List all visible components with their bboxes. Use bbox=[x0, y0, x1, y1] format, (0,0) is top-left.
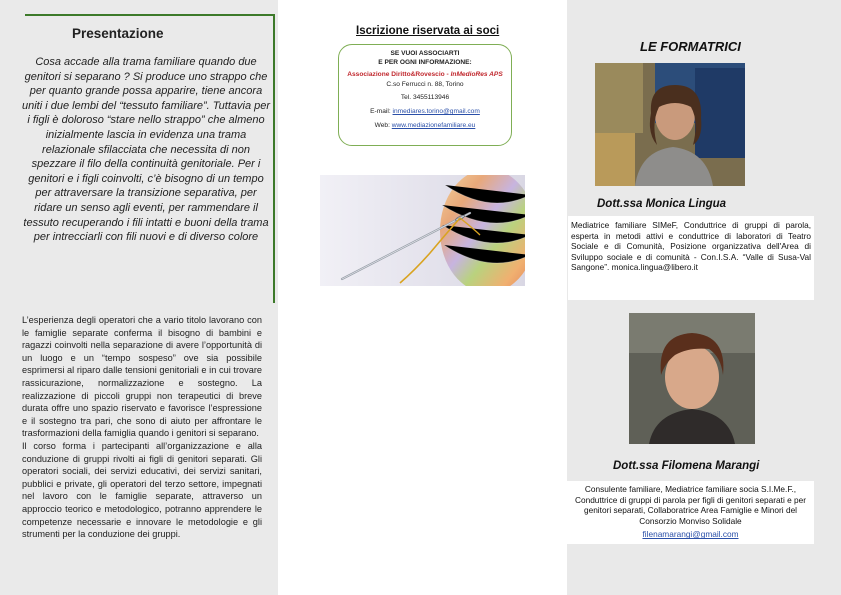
body-paragraph-2: Il corso forma i partecipanti all’organizzazione e alla conduzione di gruppi rivolti ai figli di genitori separati. Gli operatori sociali, dei servizi educativi, dei servizi sanitari, pubblici e private, gli operatori del terzo settore, impegnati nel lavoro con le famiglie separate, attraverso un approccio teorico e metodologico, potranno apprendere le competenze necessarie e innovare le metodologie e gli strumenti per la conduzione dei gruppi. bbox=[22, 440, 262, 540]
association-address: C.so Ferrucci n. 88, Torino bbox=[386, 80, 464, 88]
presentation-body bbox=[22, 314, 262, 541]
trainer1-photo bbox=[595, 63, 745, 186]
trainer2-description-text: Consulente familiare, Mediatrice familiare socia S.I.Me.F., Conduttrice di gruppi di parola per figli di genitori separati e per genitori separati, Collaboratrice Area Famiglie e Minori del Consorzio Monviso Solidale bbox=[574, 484, 807, 526]
body-paragraph-1: L’esperienza degli operatori che a vario titolo lavorano con le famiglie separate conferma il bisogno di bambini e ragazzi coinvolti nella separazione di avere l’opportunità di un luogo e un “tempo sospeso” ove sia possibile esprimersi al riparo dalle tensioni genitoriali e in cui trovare rassicurazione, normalizzazione e sostegno. La realizzazione di piccoli gruppi non terapeutici di breve durata offre uno spazio riservato e favorisce l’espressione e il sostegno tra pari, che sono di aiuto per affrontare le trasformazioni della famiglia quando i genitori si separano. bbox=[22, 315, 262, 439]
left-panel bbox=[0, 0, 278, 595]
contact-info-box bbox=[338, 44, 512, 146]
registration-title: Iscrizione riservata ai soci bbox=[356, 25, 500, 37]
trainer2-description bbox=[567, 481, 814, 544]
email-link[interactable]: inmediares.torino@gmail.com bbox=[392, 107, 480, 115]
needle-thread-image bbox=[320, 175, 525, 286]
presentation-intro: Cosa accade alla trama familiare quando due genitori si separano ? Si produce uno strappo che per quanto grande possa apparire, tiene ancora uniti i due lembi del “tessuto familiare”. Tuttavia per i figli è doloroso “stare nello strappo” che almeno inizialmente lascia in evidenza una trama relazionale sfilacciata che necessita di non spezzare il filo della continuità genitoriale. Per i genitori e i figli coinvolti, c’è bisogno di un tempo per attraversare la transizione separativa, per ridare un senso agli eventi, per rammendare il tessuto recuperando i fili intatti e buoni della trama per intrecciarli con fili nuovi e di diverso colore bbox=[22, 56, 271, 244]
trainers-title: LE FORMATRICI bbox=[640, 39, 741, 54]
presentation-title: Presentazione bbox=[72, 26, 164, 41]
trainer2-name: Dott.ssa Filomena Marangi bbox=[613, 460, 760, 472]
association-name: Associazione Diritto&Rovescio - InMedioRes APS bbox=[347, 71, 503, 79]
info-question-1: SE VUOI ASSOCIARTI bbox=[390, 50, 460, 57]
trainer2-email-link[interactable]: filenamarangi@gmail.com bbox=[642, 529, 739, 540]
trainer2-photo bbox=[629, 313, 755, 444]
association-web: Web: www.mediazionefamiliare.eu bbox=[374, 121, 476, 129]
association-phone: Tel. 3455113946 bbox=[400, 94, 450, 102]
info-question-2: E PER OGNI INFORMAZIONE: bbox=[378, 58, 472, 66]
association-email: E-mail: inmediares.torino@gmail.com bbox=[370, 107, 480, 115]
trainer1-description: Mediatrice familiare SIMeF, Conduttrice di gruppi di parola, esperta in metodi attivi e conduttrice di laboratori di Teatro Sociale e di Comunità, Posizione organizzativa dell'Area di Sviluppo sociale e di comunità - Con.I.S.A. “Valle di Susa-Val Sangone”. monica.lingua@libero.it bbox=[568, 216, 814, 300]
trainer1-name: Dott.ssa Monica Lingua bbox=[597, 198, 727, 210]
web-link[interactable]: www.mediazionefamiliare.eu bbox=[391, 121, 476, 129]
